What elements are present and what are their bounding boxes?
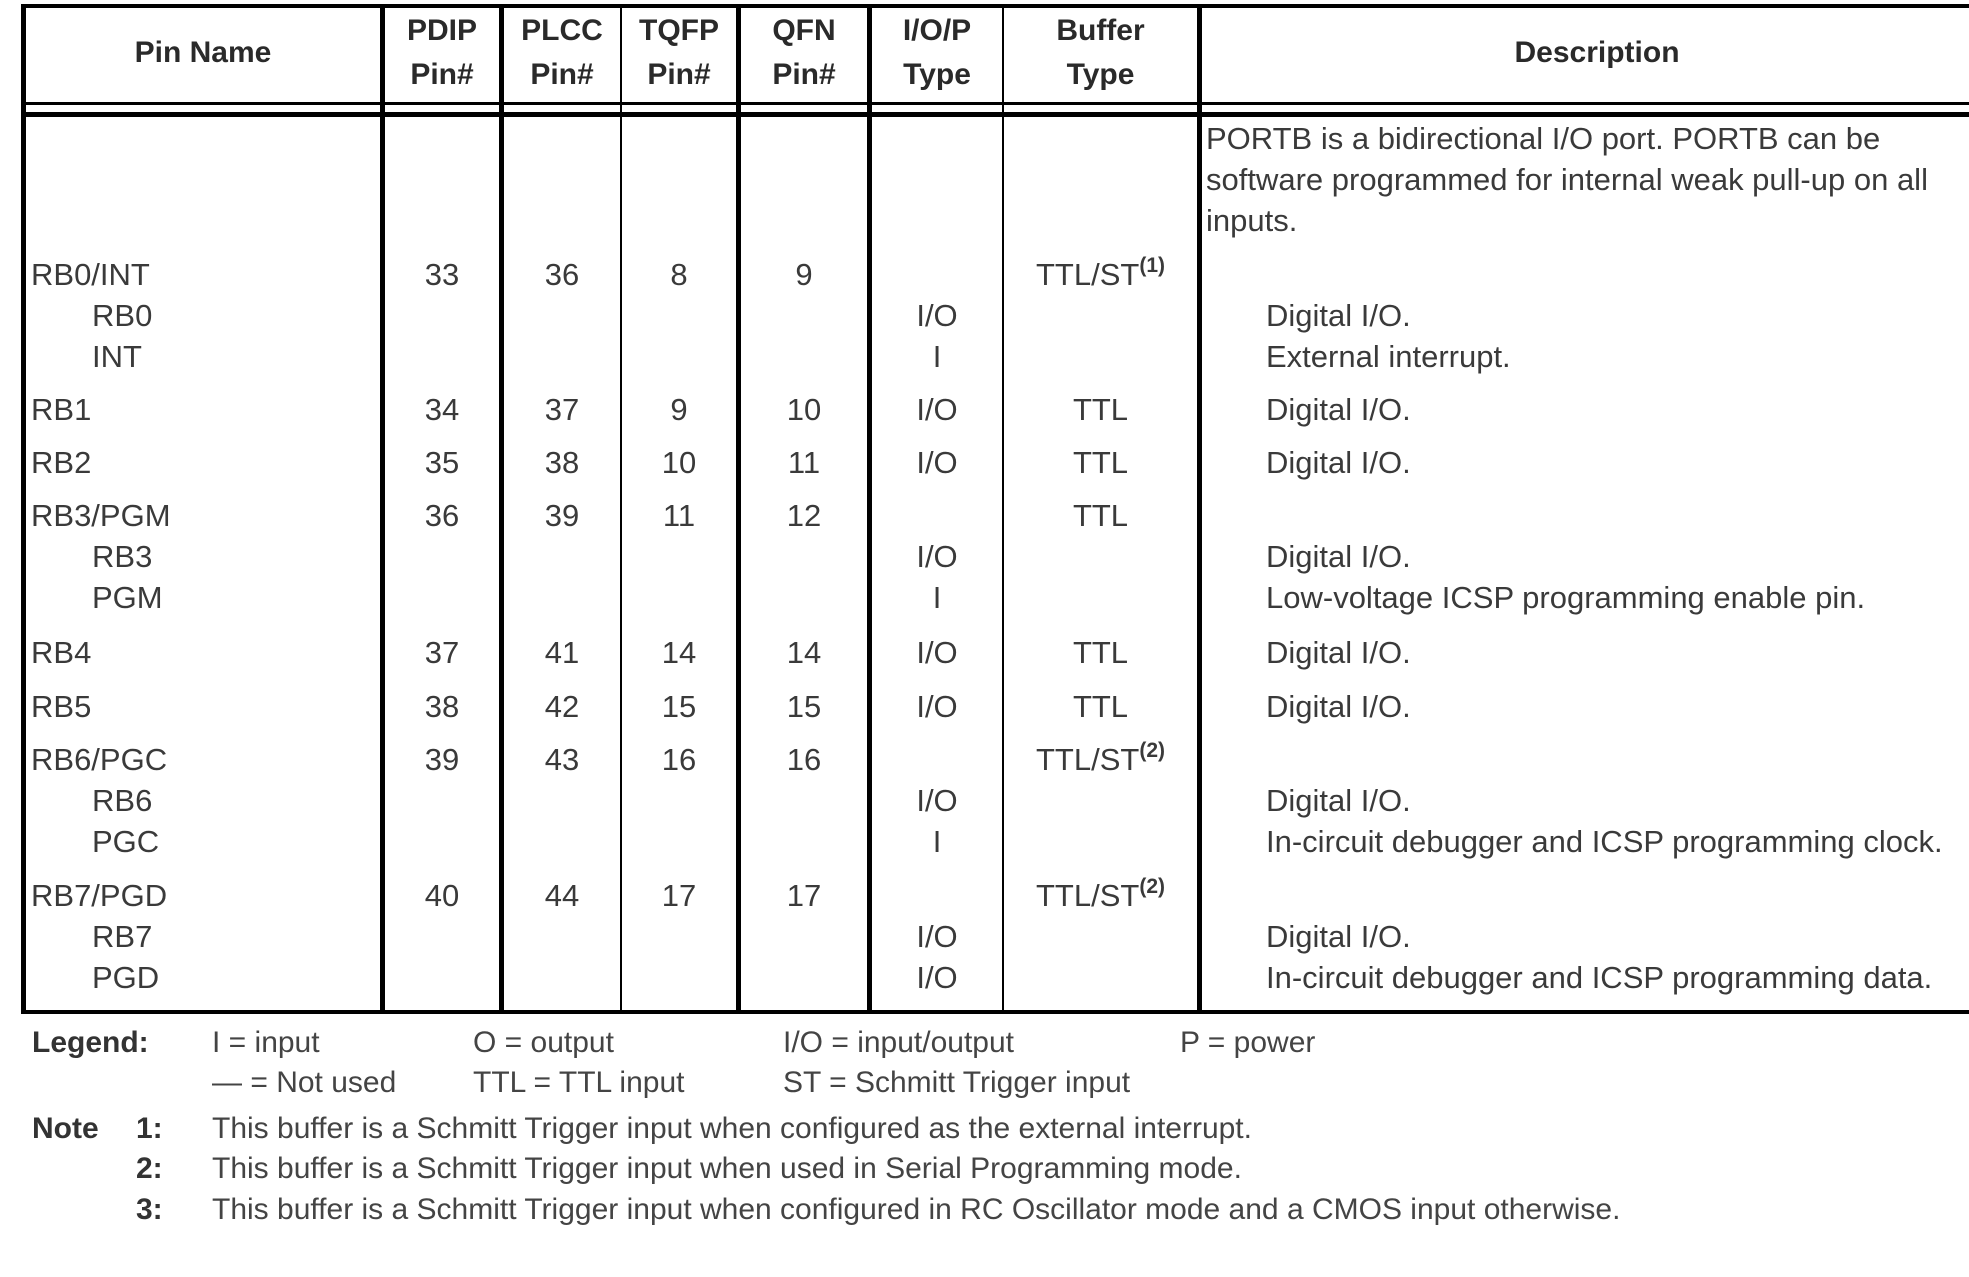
cell-buffer-type — [1004, 497, 1197, 539]
legend-item-output: O = output — [473, 1026, 614, 1059]
cell-pdip: 39 — [424, 742, 460, 777]
header-qfn-line2: Pin# — [772, 58, 836, 91]
header-pdip-line1: PDIP — [406, 14, 478, 47]
pin-function-name: PGM — [92, 580, 163, 615]
cell-plcc: 43 — [544, 742, 580, 777]
buffer-note-ref: (1) — [1139, 254, 1165, 277]
cell-description: Digital I/O. — [1266, 783, 1411, 818]
cell-tqfp: 9 — [670, 392, 688, 427]
pin-name: RB7/PGD — [31, 878, 168, 913]
header-plcc-line2: Pin# — [530, 58, 594, 91]
legend-item-power: P = power — [1180, 1026, 1316, 1059]
header-buffer-line1: Buffer — [1056, 14, 1145, 47]
buffer-type-value: TTL/ST — [1035, 742, 1140, 777]
cell-iop: I — [932, 580, 942, 615]
cell-description: External interrupt. — [1266, 339, 1511, 374]
header-plcc-line1: PLCC — [521, 14, 603, 47]
cell-buffer-type — [1004, 634, 1197, 676]
cell-description: Low-voltage ICSP programming enable pin. — [1266, 580, 1866, 615]
legend-title: Legend: — [32, 1026, 149, 1059]
pin-name: RB3/PGM — [31, 498, 171, 533]
cell-qfn: 12 — [786, 498, 822, 533]
cell-tqfp: 15 — [661, 689, 697, 724]
buffer-type-value: TTL — [1072, 689, 1129, 724]
cell-tqfp: 10 — [661, 445, 697, 480]
cell-qfn: 14 — [786, 635, 822, 670]
header-tqfp — [622, 9, 736, 97]
pin-name: RB5 — [31, 689, 92, 724]
cell-plcc: 37 — [544, 392, 580, 427]
cell-qfn: 9 — [795, 257, 813, 292]
header-pin-name-label: Pin Name — [134, 36, 272, 69]
header-description — [1202, 31, 1969, 75]
cell-plcc: 42 — [544, 689, 580, 724]
cell-buffer-type — [1004, 688, 1197, 730]
note-3-number: 3: — [136, 1193, 163, 1226]
header-iop-line1: I/O/P — [902, 14, 972, 47]
cell-description: In-circuit debugger and ICSP programming data. — [1266, 960, 1933, 995]
cell-iop: I/O — [916, 392, 958, 427]
table-bottom-border — [21, 1010, 1969, 1014]
pin-function-name: PGC — [92, 824, 160, 859]
cell-buffer-type — [1004, 877, 1197, 919]
note-3-text: This buffer is a Schmitt Trigger input when configured in RC Oscillator mode and a CMOS input otherwise. — [212, 1193, 1621, 1226]
buffer-type-value: TTL — [1072, 392, 1129, 427]
pin-name: RB0/INT — [31, 257, 150, 292]
notes-title: Note — [32, 1112, 99, 1145]
cell-buffer-type — [1004, 741, 1197, 783]
cell-pdip: 40 — [424, 878, 460, 913]
pin-function-name: RB3 — [92, 539, 153, 574]
cell-tqfp: 11 — [662, 498, 696, 533]
pin-name: RB4 — [31, 635, 92, 670]
cell-description: Digital I/O. — [1266, 539, 1411, 574]
cell-qfn: 15 — [786, 689, 822, 724]
cell-pdip: 35 — [424, 445, 460, 480]
note-1-number: 1: — [136, 1112, 163, 1145]
cell-description: Digital I/O. — [1266, 392, 1411, 427]
note-2-text: This buffer is a Schmitt Trigger input when used in Serial Programming mode. — [212, 1152, 1242, 1185]
cell-tqfp: 17 — [661, 878, 697, 913]
legend-item-not-used: — = Not used — [212, 1066, 397, 1099]
pin-function-name: RB0 — [92, 298, 153, 333]
buffer-type-value: TTL/ST — [1035, 878, 1140, 913]
cell-buffer-type — [1004, 256, 1197, 298]
col-divider-description — [1197, 4, 1202, 1014]
cell-iop: I/O — [916, 445, 958, 480]
legend-item-ttl: TTL = TTL input — [473, 1066, 685, 1099]
header-pdip-line2: Pin# — [410, 58, 474, 91]
cell-qfn: 17 — [786, 878, 822, 913]
header-qfn — [741, 9, 867, 97]
cell-buffer-type — [1004, 444, 1197, 486]
header-description-label: Description — [1514, 36, 1680, 69]
cell-plcc: 36 — [544, 257, 580, 292]
cell-tqfp: 16 — [661, 742, 697, 777]
buffer-note-ref: (2) — [1139, 739, 1165, 762]
header-buffer-line2: Type — [1066, 58, 1135, 91]
header-pdip — [385, 9, 499, 97]
cell-plcc: 38 — [544, 445, 580, 480]
cell-iop: I/O — [916, 635, 958, 670]
cell-tqfp: 14 — [661, 635, 697, 670]
cell-pdip: 33 — [424, 257, 460, 292]
cell-description: Digital I/O. — [1266, 689, 1411, 724]
pin-name: RB6/PGC — [31, 742, 168, 777]
cell-pdip: 34 — [424, 392, 460, 427]
cell-qfn: 11 — [787, 445, 821, 480]
header-pin-name — [26, 31, 380, 75]
cell-plcc: 39 — [544, 498, 580, 533]
cell-tqfp: 8 — [670, 257, 688, 292]
cell-iop: I — [932, 824, 942, 859]
cell-pdip: 38 — [424, 689, 460, 724]
header-plcc — [504, 9, 620, 97]
buffer-type-value: TTL/ST — [1035, 257, 1140, 292]
col-divider-iop — [867, 4, 872, 1014]
cell-iop: I/O — [916, 298, 958, 333]
cell-iop: I/O — [916, 689, 958, 724]
header-qfn-line1: QFN — [772, 14, 836, 47]
cell-iop: I/O — [916, 960, 958, 995]
cell-qfn: 10 — [786, 392, 822, 427]
buffer-type-value: TTL — [1072, 445, 1129, 480]
cell-buffer-type — [1004, 391, 1197, 433]
header-tqfp-line2: Pin# — [647, 58, 711, 91]
header-divider-thick — [21, 112, 1969, 117]
cell-qfn: 16 — [786, 742, 822, 777]
pin-function-name: PGD — [92, 960, 160, 995]
legend-item-input: I = input — [212, 1026, 320, 1059]
note-1-text: This buffer is a Schmitt Trigger input when configured as the external interrupt. — [212, 1112, 1252, 1145]
buffer-note-ref: (2) — [1139, 875, 1165, 898]
pin-function-name: RB7 — [92, 919, 153, 954]
cell-pdip: 36 — [424, 498, 460, 533]
cell-iop: I/O — [916, 783, 958, 818]
cell-plcc: 44 — [544, 878, 580, 913]
header-buffer-type — [1004, 9, 1197, 97]
header-divider-thin — [21, 102, 1969, 105]
cell-description: Digital I/O. — [1266, 635, 1411, 670]
cell-description: Digital I/O. — [1266, 919, 1411, 954]
legend-item-input-output: I/O = input/output — [783, 1026, 1014, 1059]
portb-description: PORTB is a bidirectional I/O port. PORTB can be software programmed for internal weak pull-up on all inputs. — [1206, 121, 1928, 238]
buffer-type-value: TTL — [1072, 498, 1129, 533]
cell-description: In-circuit debugger and ICSP programming clock. — [1266, 824, 1943, 859]
header-iop-line2: Type — [903, 58, 971, 91]
pin-function-name: INT — [92, 339, 142, 374]
cell-description: Digital I/O. — [1266, 298, 1411, 333]
header-tqfp-line1: TQFP — [639, 14, 719, 47]
cell-iop: I/O — [916, 539, 958, 574]
cell-iop: I/O — [916, 919, 958, 954]
cell-plcc: 41 — [544, 635, 580, 670]
pin-name: RB1 — [31, 392, 92, 427]
legend-item-st: ST = Schmitt Trigger input — [783, 1066, 1131, 1099]
table-left-border — [21, 4, 26, 1014]
note-2-number: 2: — [136, 1152, 163, 1185]
buffer-type-value: TTL — [1072, 635, 1129, 670]
header-iop-type — [872, 9, 1002, 97]
cell-iop: I — [932, 339, 942, 374]
pin-function-name: RB6 — [92, 783, 153, 818]
table-top-border — [21, 4, 1969, 8]
pin-name: RB2 — [31, 445, 92, 480]
cell-description: Digital I/O. — [1266, 445, 1411, 480]
cell-pdip: 37 — [424, 635, 460, 670]
